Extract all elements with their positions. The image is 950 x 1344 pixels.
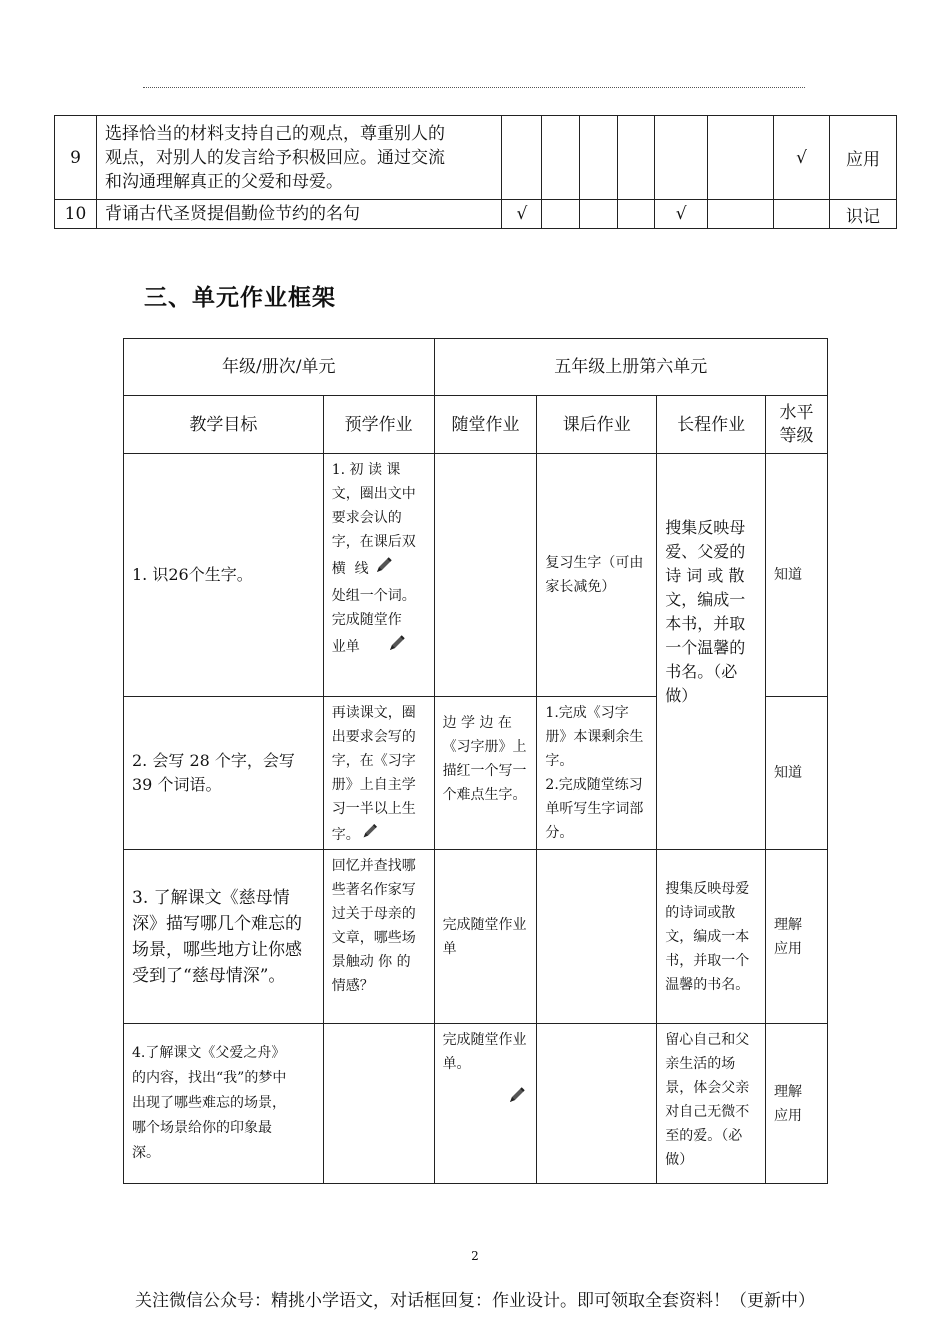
header-pre: 预学作业 bbox=[323, 396, 434, 454]
objective-row-9 bbox=[55, 116, 897, 200]
desc-line: 背诵古代圣贤提倡勤俭节约的名句 bbox=[104, 204, 360, 224]
header-level: 水平等级 bbox=[766, 396, 828, 454]
header-after: 课后作业 bbox=[537, 396, 657, 454]
pen-icon bbox=[360, 821, 380, 849]
pre-cell bbox=[323, 1024, 434, 1184]
section-title: 三、单元作业框架 bbox=[144, 285, 336, 311]
after-cell bbox=[537, 850, 657, 1024]
level-cell: 理解应用 bbox=[766, 1024, 828, 1184]
pre-cell bbox=[323, 454, 434, 697]
header-class: 随堂作业 bbox=[434, 396, 537, 454]
frame-row-4 bbox=[124, 1024, 828, 1184]
pre-text: 再读课文，圈出要求会写的字，在《习字册》上自主学习一半以上生字。 bbox=[331, 705, 416, 843]
goal-cell: 2. 会写 28 个字，会写 39 个词语。 bbox=[124, 697, 324, 850]
row-number: 9 bbox=[55, 116, 97, 200]
objective-description bbox=[96, 200, 501, 229]
after-item: 1.完成《习字册》本课剩余生字。 bbox=[545, 705, 644, 769]
grade-label: 年级/册次/单元 bbox=[124, 339, 435, 396]
check-cell bbox=[774, 200, 830, 229]
level-cell: 识记 bbox=[830, 200, 897, 229]
check-cell bbox=[708, 200, 774, 229]
grade-value: 五年级上册第六单元 bbox=[434, 339, 827, 396]
pre-line: 1. 初 读 课 bbox=[331, 462, 401, 478]
pen-icon-wrapper bbox=[443, 1076, 529, 1114]
long-cell: 搜集反映母爱的诗词或散文，编成一本书，并取一个温馨的书名。 bbox=[657, 850, 766, 1024]
long-cell: 留心自己和父亲生活的场景，体会父亲对自己无微不至的爱。（必做） bbox=[657, 1024, 766, 1184]
pen-icon bbox=[373, 554, 395, 584]
after-cell bbox=[537, 697, 657, 850]
check-cell bbox=[655, 116, 708, 200]
frame-row-3 bbox=[124, 850, 828, 1024]
check-cell: √ bbox=[502, 200, 542, 229]
desc-line: 观点，对别人的发言给予积极回应。通过交流 bbox=[104, 147, 445, 168]
frame-row-1 bbox=[124, 454, 828, 697]
check-cell: √ bbox=[774, 116, 830, 200]
check-cell: √ bbox=[655, 200, 708, 229]
check-cell bbox=[542, 200, 580, 229]
header-row bbox=[124, 396, 828, 454]
pre-cell: 回忆并查找哪些著名作家写过关于母亲的文章，哪些场景触动 你 的 情感？ bbox=[323, 850, 434, 1024]
pre-line: 字，在课后双 bbox=[331, 534, 416, 550]
objective-row-10 bbox=[55, 200, 897, 229]
level-cell: 知道 bbox=[766, 697, 828, 850]
check-cell bbox=[542, 116, 580, 200]
pre-line: 完成随堂作 bbox=[331, 612, 402, 628]
page-number: 2 bbox=[471, 1249, 479, 1263]
objective-description bbox=[96, 116, 501, 200]
pre-line: 横 线 bbox=[331, 561, 369, 577]
class-text: 完成随堂作业单。 bbox=[442, 1032, 527, 1072]
check-cell bbox=[502, 116, 542, 200]
class-cell: 边 学 边 在《习字册》上描红一个写一个难点生字。 bbox=[434, 697, 537, 850]
grade-row bbox=[124, 339, 828, 396]
pre-cell bbox=[323, 697, 434, 850]
header-dotted-rule bbox=[143, 87, 805, 88]
check-cell bbox=[708, 116, 774, 200]
class-cell: 完成随堂作业单 bbox=[434, 850, 537, 1024]
after-item: 2.完成随堂练习单听写生字词部分。 bbox=[545, 777, 644, 841]
class-cell bbox=[434, 454, 537, 697]
pre-line-with-icon bbox=[332, 632, 426, 662]
goal-cell: 1. 识26个生字。 bbox=[124, 454, 324, 697]
desc-line: 和沟通理解真正的父爱和母爱。 bbox=[104, 171, 343, 192]
level-cell: 理解应用 bbox=[766, 850, 828, 1024]
long-cell: 搜集反映母爱、父爱的诗 词 或 散文，编成一本书，并取一个温馨的书名。（必做） bbox=[657, 454, 766, 850]
pre-line: 要求会认的 bbox=[331, 510, 402, 526]
goal-cell: 3. 了解课文《慈母情深》描写哪几个难忘的场景，哪些地方让你感受到了“慈母情深”。 bbox=[124, 850, 324, 1024]
goal-cell: 4.了解课文《父爱之舟》的内容，找出“我”的梦中出现了哪些难忘的场景，哪个场景给你的印象最深。 bbox=[124, 1024, 324, 1184]
check-cell bbox=[580, 200, 618, 229]
row-number: 10 bbox=[55, 200, 97, 229]
after-cell: 复习生字（可由家长减免） bbox=[537, 454, 657, 697]
pre-line: 文，圈出文中 bbox=[331, 486, 416, 502]
after-cell bbox=[537, 1024, 657, 1184]
footer-promo: 关注微信公众号：精挑小学语文，对话框回复：作业设计。即可领取全套资料！（更新中） bbox=[135, 1291, 815, 1311]
pre-line: 处组一个词。 bbox=[331, 588, 416, 604]
check-cell bbox=[580, 116, 618, 200]
header-goal: 教学目标 bbox=[124, 396, 324, 454]
unit-homework-framework-table bbox=[123, 338, 828, 1184]
level-cell: 应用 bbox=[830, 116, 897, 200]
check-cell bbox=[618, 200, 655, 229]
pen-icon bbox=[386, 632, 408, 662]
pre-line: 业单 bbox=[331, 639, 360, 655]
objectives-table bbox=[54, 115, 897, 229]
pre-line-with-icon bbox=[332, 554, 426, 584]
check-cell bbox=[618, 116, 655, 200]
class-cell bbox=[434, 1024, 537, 1184]
pen-icon bbox=[506, 1084, 528, 1114]
level-cell: 知道 bbox=[766, 454, 828, 697]
desc-line: 选择恰当的材料支持自己的观点，尊重别人的 bbox=[104, 123, 445, 144]
header-long: 长程作业 bbox=[657, 396, 766, 454]
